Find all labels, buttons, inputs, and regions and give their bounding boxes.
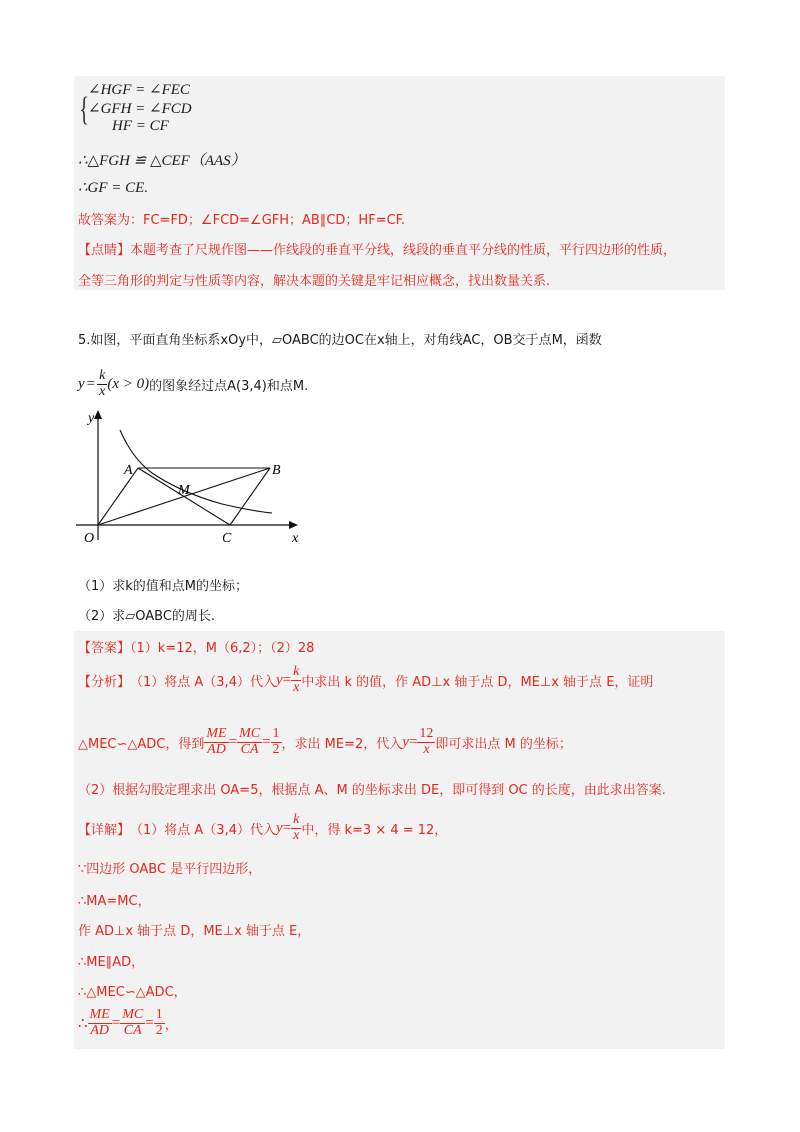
detail-step-4: ∴ME∥AD， — [78, 955, 145, 970]
comment-text-1: 本题考查了尺规作图——作线段的垂直平分线，线段的垂直平分线的性质，平行四边形的性质， — [130, 243, 677, 258]
comment-tag: 【点睛】 — [78, 243, 131, 258]
ratio-half — [271, 727, 282, 757]
detail-y: y — [276, 819, 283, 836]
comment-line-2: 全等三角形的判定与性质等内容，解决本题的关键是牢记相应概念，找出数量关系. — [78, 274, 551, 289]
ratio1-num: ME — [206, 726, 227, 741]
analysis-2-y: y — [402, 733, 409, 750]
analysis-func-y: y — [276, 671, 283, 688]
func-domain: (x > 0) — [107, 375, 150, 392]
ratio-eq-1: = — [228, 733, 238, 750]
a2-num: 12 — [419, 726, 434, 741]
af-num: k — [293, 664, 300, 679]
dr3-num: 1 — [155, 1007, 163, 1022]
brace-symbol: { — [79, 91, 90, 128]
answer-text: （1）k=12，M（6,2）；（2）28 — [130, 641, 315, 656]
dr2-den: CA — [123, 1022, 142, 1038]
analysis-func-frac — [291, 665, 301, 695]
detail-1b: 中，得 k=3 × 4 = 12， — [301, 822, 448, 838]
gf-equals-ce: ∴GF = CE. — [78, 180, 149, 196]
func-fraction — [97, 369, 107, 399]
ratio-me-ad — [204, 727, 228, 757]
answer-line — [78, 637, 314, 656]
answer-tag: 【答案】 — [78, 641, 131, 656]
ratio-eq-2: = — [262, 733, 271, 750]
frac-den-x: x — [99, 383, 106, 399]
x-axis-arrow — [289, 521, 298, 529]
analysis-2-eq: = — [408, 733, 418, 750]
detail-step-2: ∴MA=MC， — [78, 894, 151, 909]
dr-me-ad — [88, 1008, 112, 1038]
detail-ratio-line — [78, 1008, 178, 1038]
brace-line-3: HF = CF — [112, 118, 169, 134]
label-x: x — [292, 531, 299, 546]
func-eq: = — [86, 375, 96, 392]
detail-frac — [291, 813, 301, 843]
analysis-tag: 【分析】 — [78, 674, 131, 690]
answer-summary: 故答案为：FC=FD；∠FCD=∠GFH；AB∥CD；HF=CF. — [78, 213, 406, 228]
analysis-func-eq: = — [282, 671, 292, 688]
analysis-line-1 — [78, 665, 653, 695]
y-axis-arrow — [94, 410, 102, 419]
analysis-2a: △MEC∽△ADC，得到 — [78, 736, 205, 752]
question-2: （2）求▱OABC的周长. — [78, 609, 216, 624]
half-num: 1 — [272, 726, 280, 741]
ratio2-den: CA — [240, 741, 259, 757]
dr-mc-ca — [120, 1008, 145, 1038]
dr3-den: 2 — [155, 1022, 163, 1038]
label-M: M — [178, 483, 190, 498]
problem-statement-line-2 — [78, 369, 308, 399]
ratio1-den: AD — [207, 741, 226, 757]
label-C: C — [222, 531, 232, 546]
frac-num-k: k — [99, 368, 106, 383]
ratio-mc-ca — [237, 727, 262, 757]
dr2-num: MC — [122, 1007, 144, 1022]
detail-step-1: ∵四边形 OABC 是平行四边形， — [78, 862, 262, 877]
label-O: O — [84, 531, 95, 546]
label-B: B — [272, 463, 281, 478]
problem-statement-line-1: 5.如图，平面直角坐标系xOy中，▱OABC的边OC在x轴上，对角线AC，OB交于点M，函数 — [78, 333, 602, 348]
coordinate-figure — [72, 408, 312, 548]
therefore-symbol: ∴ — [78, 1015, 88, 1032]
comment-line-1 — [78, 239, 676, 258]
analysis-1b: 中求出 k 的值，作 AD⊥x 轴于点 D，ME⊥x 轴于点 E，证明 — [301, 674, 654, 690]
detail-eq: = — [282, 819, 292, 836]
a2-den: x — [423, 741, 430, 757]
label-y: y — [88, 411, 95, 426]
question-1: （1）求k的值和点M的坐标； — [78, 579, 249, 594]
analysis-line-3: （2）根据勾股定理求出 OA=5，根据点 A、M 的坐标求出 DE，即可得到 OC 的长度，由此求出答案. — [78, 783, 666, 798]
detail-line-1 — [78, 813, 447, 843]
problem-line-2-text: 的图象经过点A(3,4)和点M. — [149, 378, 309, 394]
analysis-2b: ，求出 ME=2，代入 — [281, 736, 403, 752]
analysis-1a: （1）将点 A（3,4）代入 — [130, 674, 276, 690]
dr1-den: AD — [90, 1022, 109, 1038]
dr-half — [154, 1008, 165, 1038]
brace-line-2: ∠GFH = ∠FCD — [88, 101, 192, 117]
af-den: x — [293, 679, 300, 695]
df-num: k — [293, 812, 300, 827]
dr-eq-1: = — [111, 1014, 121, 1031]
detail-1a: （1）将点 A（3,4）代入 — [130, 822, 276, 838]
df-den: x — [293, 827, 300, 843]
analysis-2-frac — [417, 727, 435, 757]
ratio2-num: MC — [239, 726, 261, 741]
dr-end: ， — [164, 1017, 178, 1033]
side-BC — [230, 468, 270, 525]
analysis-2c: 即可求出点 M 的坐标； — [435, 736, 572, 752]
half-den: 2 — [272, 741, 280, 757]
analysis-line-2 — [78, 727, 572, 757]
detail-step-5: ∴△MEC∽△ADC， — [78, 985, 187, 1000]
dr-eq-2: = — [145, 1014, 154, 1031]
func-y: y — [78, 375, 85, 392]
detail-tag: 【详解】 — [78, 822, 131, 838]
congruence-conclusion: ∴△FGH ≌ △CEF（AAS） — [78, 153, 246, 169]
detail-step-3: 作 AD⊥x 轴于点 D，ME⊥x 轴于点 E， — [78, 924, 311, 939]
dr1-num: ME — [89, 1007, 110, 1022]
label-A: A — [124, 463, 133, 478]
brace-line-1: ∠HGF = ∠FEC — [88, 82, 190, 98]
